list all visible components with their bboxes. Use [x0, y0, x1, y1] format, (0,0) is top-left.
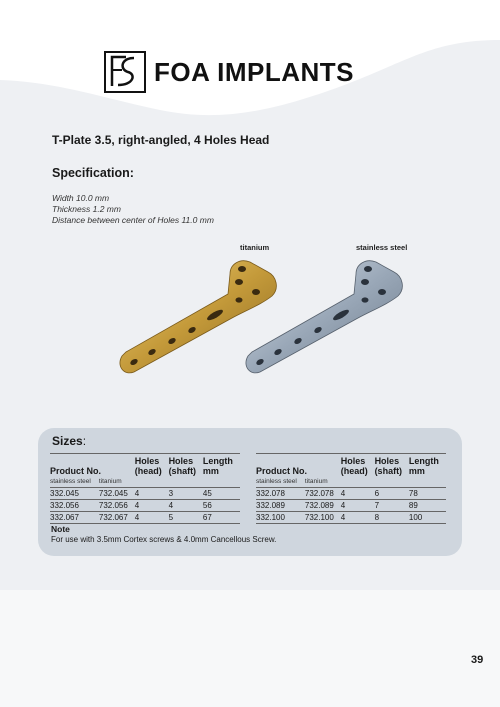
table-subheader-row	[256, 476, 446, 488]
table-row: 332.045 732.045 4 3 45	[50, 488, 240, 500]
page-number: 39	[471, 654, 484, 666]
brand-name: FOA IMPLANTS	[154, 56, 355, 87]
spec-line: Thickness 1.2 mm	[52, 204, 121, 214]
spec-line: Distance between center of Holes 11.0 mm	[52, 215, 214, 225]
table-row: 332.078 732.078 4 6 78	[256, 488, 446, 500]
product-title: T-Plate 3.5, right-angled, 4 Holes Head	[52, 133, 270, 147]
table-header-row	[256, 454, 446, 477]
table-row: 332.056 732.056 4 4 56	[50, 500, 240, 512]
table-row: 332.100 732.100 4 8 100	[256, 512, 446, 524]
footer-background	[0, 590, 500, 707]
brand-logo	[104, 50, 354, 94]
spec-heading: Specification:	[52, 166, 134, 180]
foa-monogram-icon	[104, 51, 146, 93]
note-text: For use with 3.5mm Cortex screws & 4.0mm Cancellous Screw.	[51, 535, 277, 544]
sizes-panel	[38, 428, 462, 556]
sub-titanium: titanium	[305, 476, 341, 488]
table-header-row	[50, 454, 240, 477]
col-product-no: Product No.	[50, 454, 135, 477]
table-row: 332.067 732.067 4 5 67	[50, 512, 240, 524]
sub-stainless: stainless steel	[256, 476, 305, 488]
col-length: Length mm	[203, 454, 240, 477]
col-holes-shaft: Holes (shaft)	[169, 454, 203, 477]
col-length: Length mm	[409, 454, 446, 477]
col-product-no: Product No.	[256, 454, 341, 477]
spec-list	[52, 193, 214, 226]
sizes-table-right	[256, 453, 446, 524]
sizes-heading: Sizes:	[52, 434, 87, 448]
sub-stainless: stainless steel	[50, 476, 99, 488]
table-row: 332.089 732.089 4 7 89	[256, 500, 446, 512]
spec-line: Width 10.0 mm	[52, 193, 110, 203]
col-holes-head: Holes (head)	[135, 454, 169, 477]
sizes-table-left	[50, 453, 240, 524]
sub-titanium: titanium	[99, 476, 135, 488]
titanium-label: titanium	[240, 243, 270, 252]
table-subheader-row	[50, 476, 240, 488]
note-heading: Note	[51, 524, 70, 534]
steel-plate-image	[238, 258, 408, 383]
col-holes-head: Holes (head)	[341, 454, 375, 477]
steel-label: stainless steel	[356, 243, 408, 252]
col-holes-shaft: Holes (shaft)	[375, 454, 409, 477]
